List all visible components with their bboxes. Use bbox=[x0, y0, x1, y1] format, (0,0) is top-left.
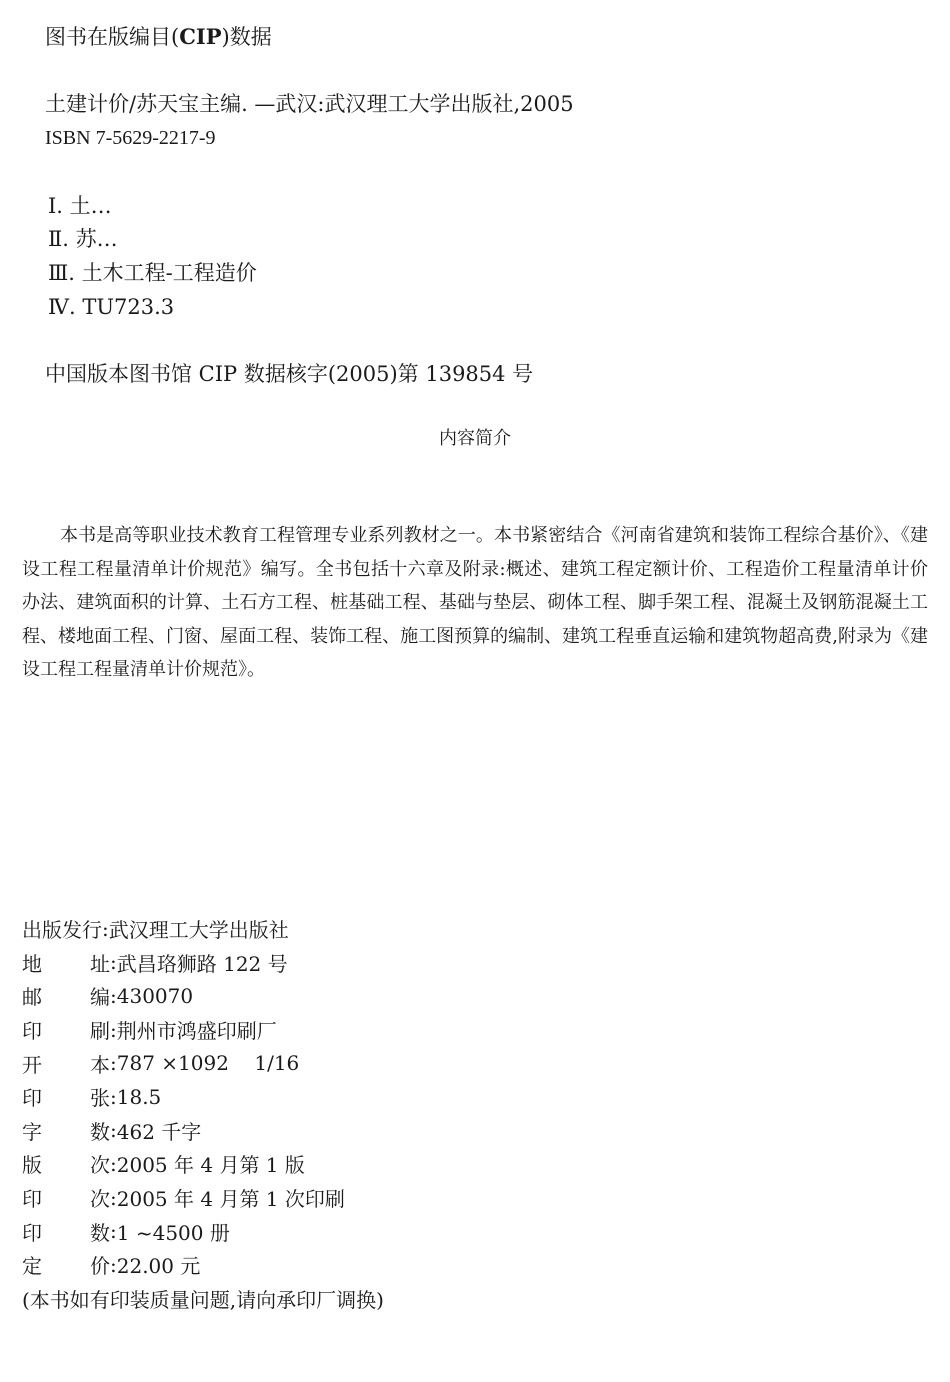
imprint-row-postcode: 邮 编 : 430070 bbox=[22, 979, 622, 1013]
quality-notice: (本书如有印装质量问题,请向承印厂调换) bbox=[22, 1287, 384, 1312]
imprint-value: 武昌珞狮路 122 号 bbox=[116, 951, 288, 976]
imprint-row-printrun: 印 数 : 1 ~4500 册 bbox=[22, 1214, 622, 1248]
imprint-value: 18.5 bbox=[116, 1084, 162, 1109]
cip-heading bbox=[45, 26, 272, 48]
imprint-row-wordcount: 字 数 : 462 千字 bbox=[22, 1114, 622, 1148]
imprint-value: 462 千字 bbox=[116, 1119, 202, 1144]
imprint-label: 字 数 bbox=[22, 1119, 110, 1144]
cip-record-note: 中国版本图书馆 CIP 数据核字(2005)第 139854 号 bbox=[45, 362, 534, 386]
classification-item: Ⅲ. 土木工程-工程造价 bbox=[48, 261, 257, 285]
abstract-text: 本书是高等职业技术教育工程管理专业系列教材之一。本书紧密结合《河南省建筑和装饰工程综合基价》、《建设工程工程量清单计价规范》编写。全书包括十六章及附录:概述、建筑工程定额计价、工程造价工程量清单计价办法、建筑面积的计算、土石方工程、桩基础工程、基础与垫层、砌体工程、脚手架工程、混凝土及钢筋混凝土工程、楼地面工程、门窗、屋面工程、装饰工程、施工图预算的编制、建筑工程垂直运输和建筑物超高费,附录为《建设工程工程量清单计价规范》。 bbox=[22, 525, 928, 680]
imprint-label: 版 次 bbox=[22, 1153, 110, 1178]
imprint-label: 印 次 bbox=[22, 1187, 110, 1212]
imprint-value: 430070 bbox=[116, 983, 194, 1008]
cip-heading-prefix: 图书在版编目( bbox=[45, 25, 180, 49]
classification-item: Ⅰ. 土… bbox=[48, 194, 112, 218]
imprint-value: 荆州市鸿盛印刷厂 bbox=[116, 1019, 277, 1044]
imprint-label: 印 数 bbox=[22, 1220, 110, 1245]
imprint-value: 2005 年 4 月第 1 次印刷 bbox=[116, 1187, 345, 1212]
isbn: ISBN 7-5629-2217-9 bbox=[45, 127, 216, 149]
imprint-value: 武汉理工大学出版社 bbox=[108, 918, 289, 943]
imprint-row-price: 定 价 : 22.00 元 bbox=[22, 1248, 622, 1282]
imprint-block bbox=[22, 912, 622, 1315]
imprint-value: 2005 年 4 月第 1 版 bbox=[116, 1153, 305, 1178]
imprint-value: 1 ~4500 册 bbox=[116, 1220, 230, 1245]
imprint-label: 开 本 bbox=[22, 1052, 110, 1077]
imprint-label: 邮 编 bbox=[22, 985, 110, 1010]
cip-heading-suffix: )数据 bbox=[221, 25, 272, 49]
imprint-row-edition: 版 次 : 2005 年 4 月第 1 版 bbox=[22, 1147, 622, 1181]
imprint-label: 出 版 发 行 bbox=[22, 918, 102, 943]
classification-item: Ⅳ. TU723.3 bbox=[48, 295, 175, 319]
abstract-heading: 内容简介 bbox=[439, 428, 511, 449]
imprint-label: 印 刷 bbox=[22, 1019, 110, 1044]
imprint-label: 印 张 bbox=[22, 1086, 110, 1111]
imprint-value: 787 ×1092 1/16 bbox=[116, 1051, 300, 1076]
imprint-row-sheets: 印 张 : 18.5 bbox=[22, 1080, 622, 1114]
cip-heading-bold: CIP bbox=[179, 24, 222, 49]
imprint-row-printer: 印 刷 : 荆州市鸿盛印刷厂 bbox=[22, 1013, 622, 1047]
imprint-row-format: 开 本 : 787 ×1092 1/16 bbox=[22, 1046, 622, 1080]
imprint-label: 地 址 bbox=[22, 951, 110, 976]
imprint-row-publisher: 出 版 发 行 : 武汉理工大学出版社 bbox=[22, 912, 622, 946]
imprint-label: 定 价 bbox=[22, 1254, 110, 1279]
imprint-row-impression: 印 次 : 2005 年 4 月第 1 次印刷 bbox=[22, 1181, 622, 1215]
cip-main-entry: 土建计价/苏天宝主编. —武汉:武汉理工大学出版社,2005 bbox=[45, 92, 574, 116]
imprint-row-address: 地 址 : 武昌珞狮路 122 号 bbox=[22, 946, 622, 980]
classification-item: Ⅱ. 苏… bbox=[48, 227, 118, 251]
imprint-value: 22.00 元 bbox=[116, 1254, 201, 1279]
